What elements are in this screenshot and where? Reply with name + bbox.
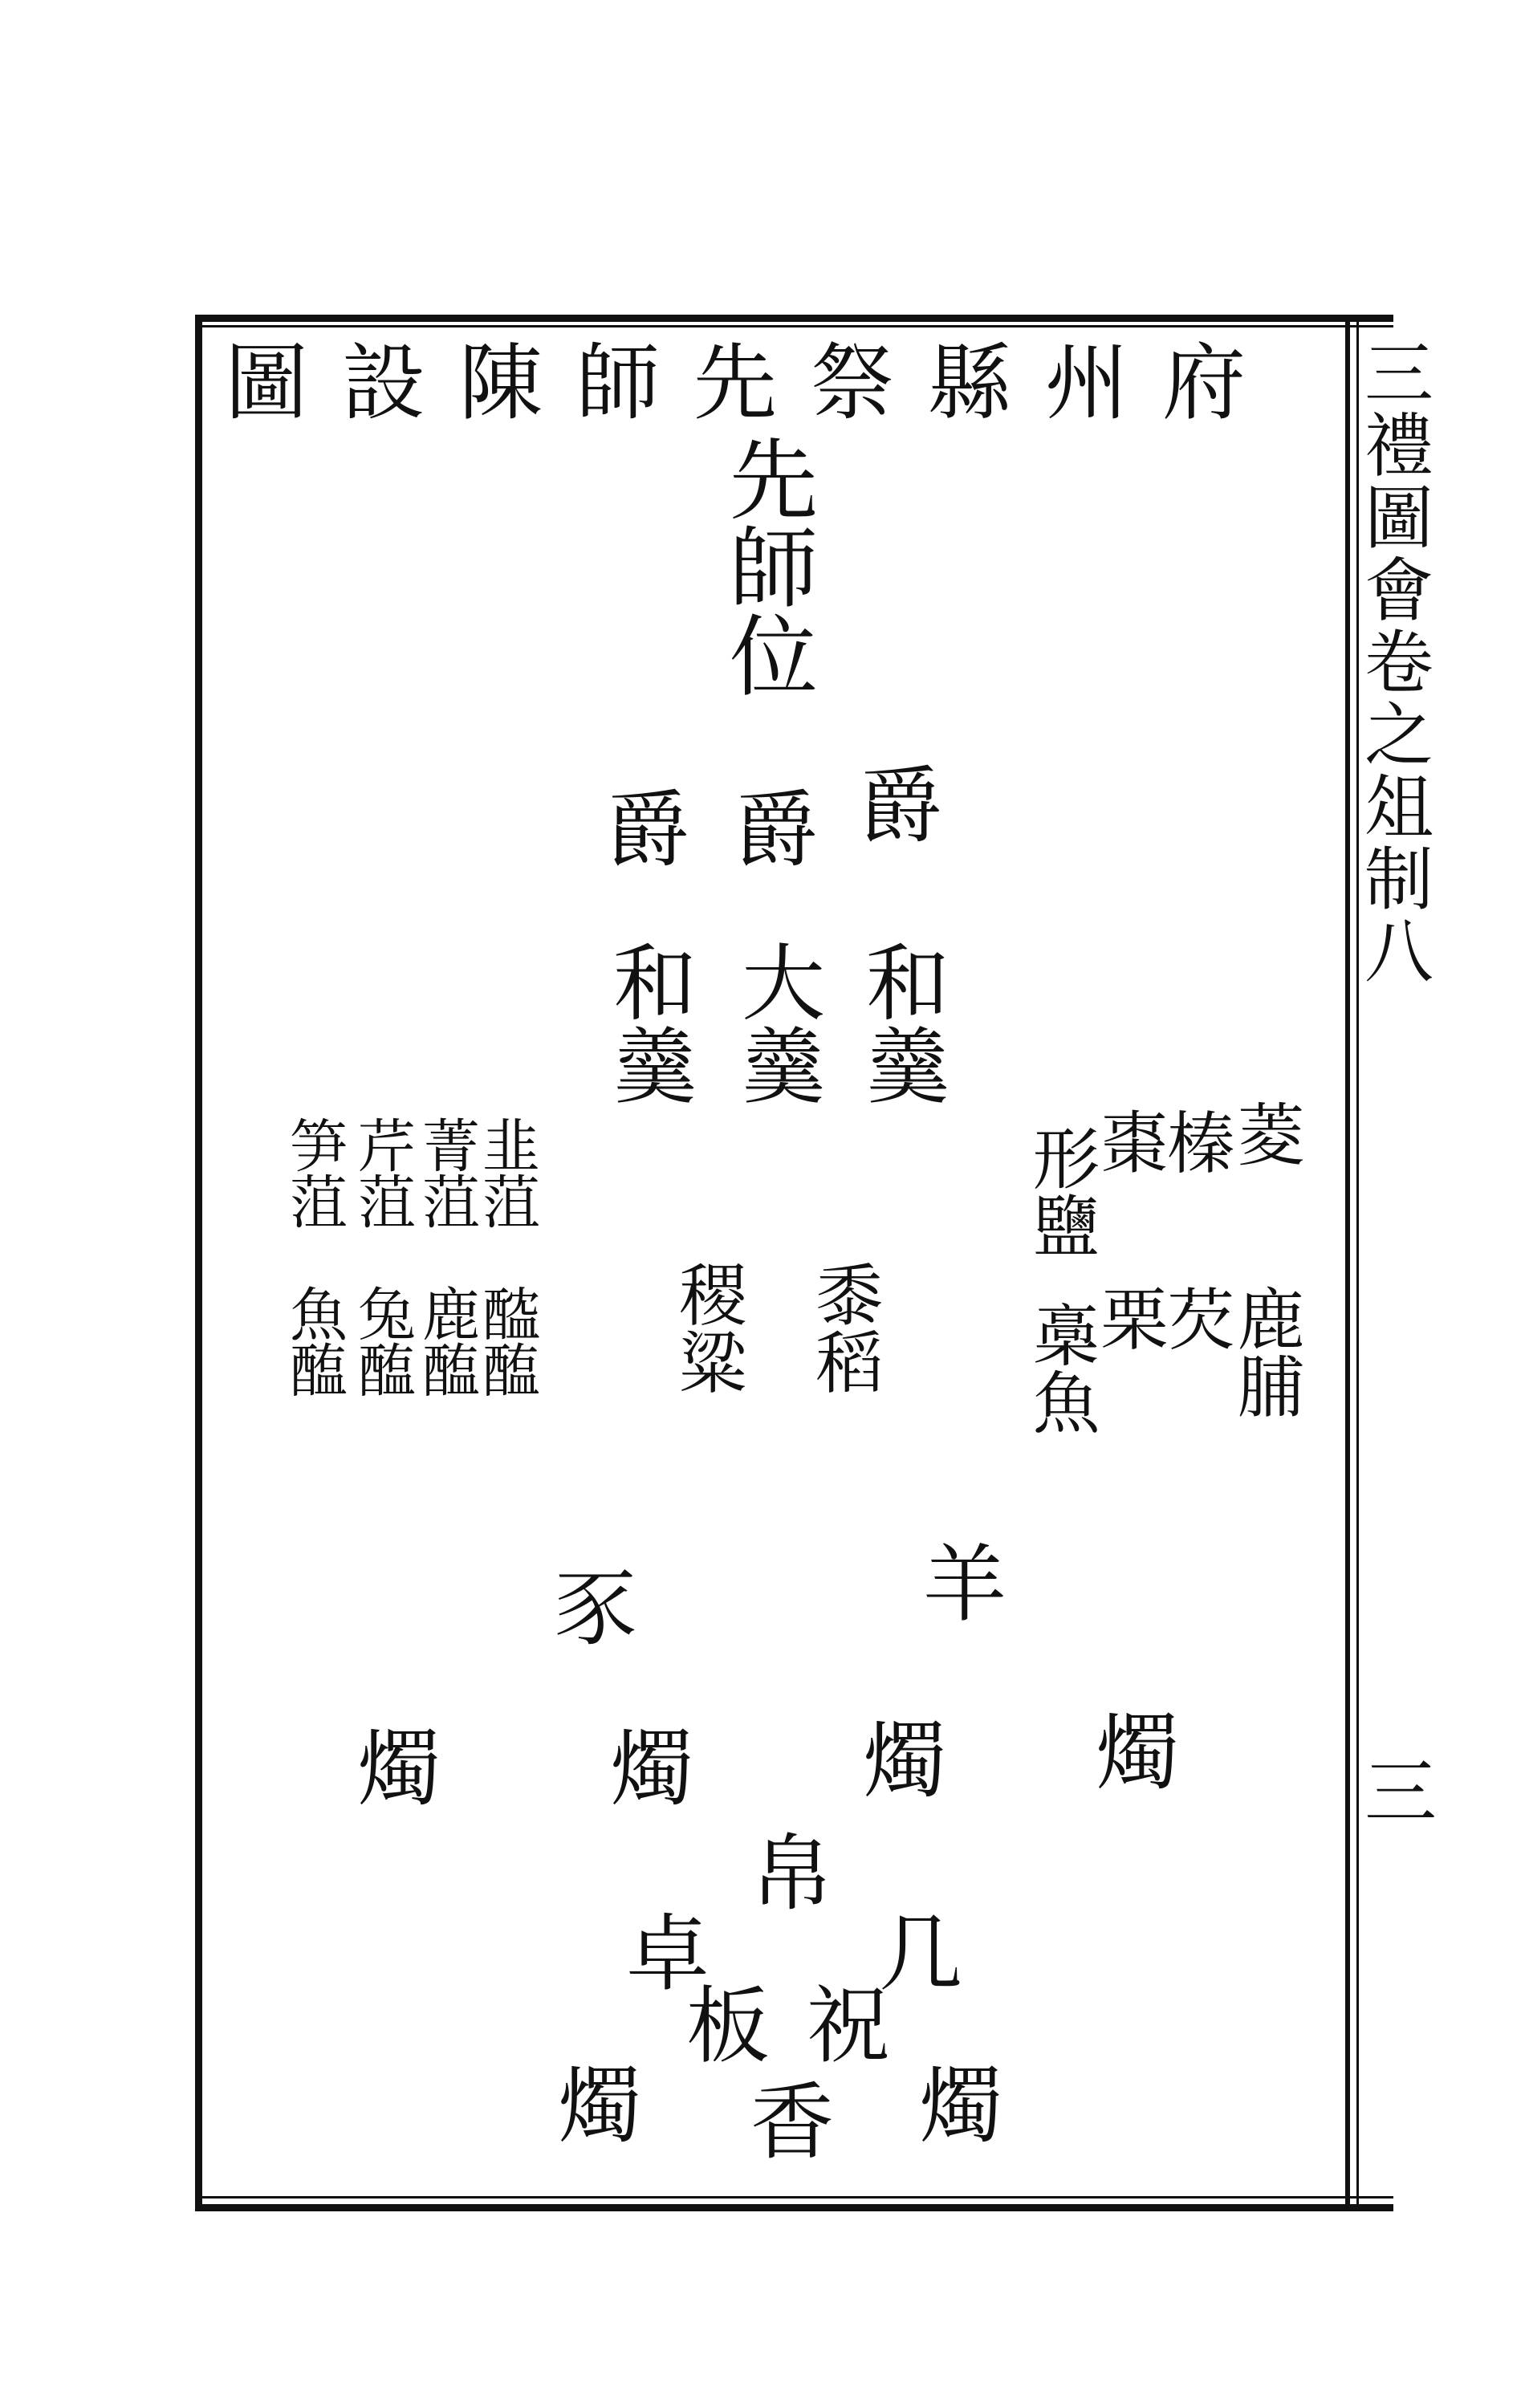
left-dish-2: 菁菹 xyxy=(413,1116,480,1228)
left-dish-4: 笋菹 xyxy=(280,1116,348,1228)
table: 卓 xyxy=(626,1905,710,2003)
board: 板 xyxy=(686,1977,771,2075)
left-dish-3: 芹菹 xyxy=(348,1116,416,1228)
left-dish-5: 醓醢 xyxy=(473,1284,540,1397)
cup-left: 爵 xyxy=(606,781,690,879)
cup-center: 爵 xyxy=(734,781,819,879)
soup-center: 大羹 xyxy=(727,939,825,1106)
candle-4: 燭 xyxy=(357,1720,441,1818)
left-dish-8: 魚醢 xyxy=(280,1284,348,1397)
right-dish-3: 棗 xyxy=(1090,1108,1169,1175)
grain-right: 黍稻 xyxy=(805,1260,884,1395)
right-dish-1: 菱 xyxy=(1226,1100,1305,1167)
frame-top-rule xyxy=(195,325,1393,327)
right-dish-2: 榛 xyxy=(1157,1108,1235,1175)
margin-page-number: 三 xyxy=(1364,1751,1437,1835)
right-dish-8: 槀魚 xyxy=(1022,1300,1100,1435)
cup-right: 爵 xyxy=(859,757,943,855)
prayer: 祝 xyxy=(807,1977,891,2075)
candle-3: 燭 xyxy=(610,1720,694,1818)
side-candle-left: 燭 xyxy=(558,2057,642,2155)
right-dish-4: 形鹽 xyxy=(1022,1124,1100,1259)
page-title: 府州縣祭先師陳設圖 xyxy=(225,334,1280,432)
left-dish-6: 鹿醢 xyxy=(413,1284,480,1397)
candle-2: 燭 xyxy=(863,1712,947,1810)
sacrifice-pig: 豕 xyxy=(554,1560,638,1658)
side-candle-right: 燭 xyxy=(919,2057,1003,2155)
incense: 香 xyxy=(750,2073,835,2171)
stand: 几 xyxy=(879,1905,963,2003)
candle-1: 燭 xyxy=(1096,1704,1180,1802)
sacrifice-sheep: 羊 xyxy=(923,1536,1007,1633)
left-dish-7: 兔醢 xyxy=(348,1284,416,1397)
right-dish-5: 鹿脯 xyxy=(1226,1284,1305,1419)
frame-bottom-rule xyxy=(195,2196,1393,2199)
spirit-tablet: 先師位 xyxy=(715,433,818,698)
margin-divider xyxy=(1345,315,1350,2211)
grain-left: 稷粱 xyxy=(669,1260,747,1395)
right-dish-6: 芡 xyxy=(1157,1284,1235,1352)
left-dish-1: 韭菹 xyxy=(473,1116,540,1228)
soup-right: 和羹 xyxy=(852,939,950,1106)
soup-left: 和羹 xyxy=(599,939,697,1106)
margin-header: 三禮圖會卷之俎制八 xyxy=(1352,337,1433,987)
silk: 帛 xyxy=(750,1824,835,1922)
right-dish-7: 栗 xyxy=(1090,1284,1169,1352)
